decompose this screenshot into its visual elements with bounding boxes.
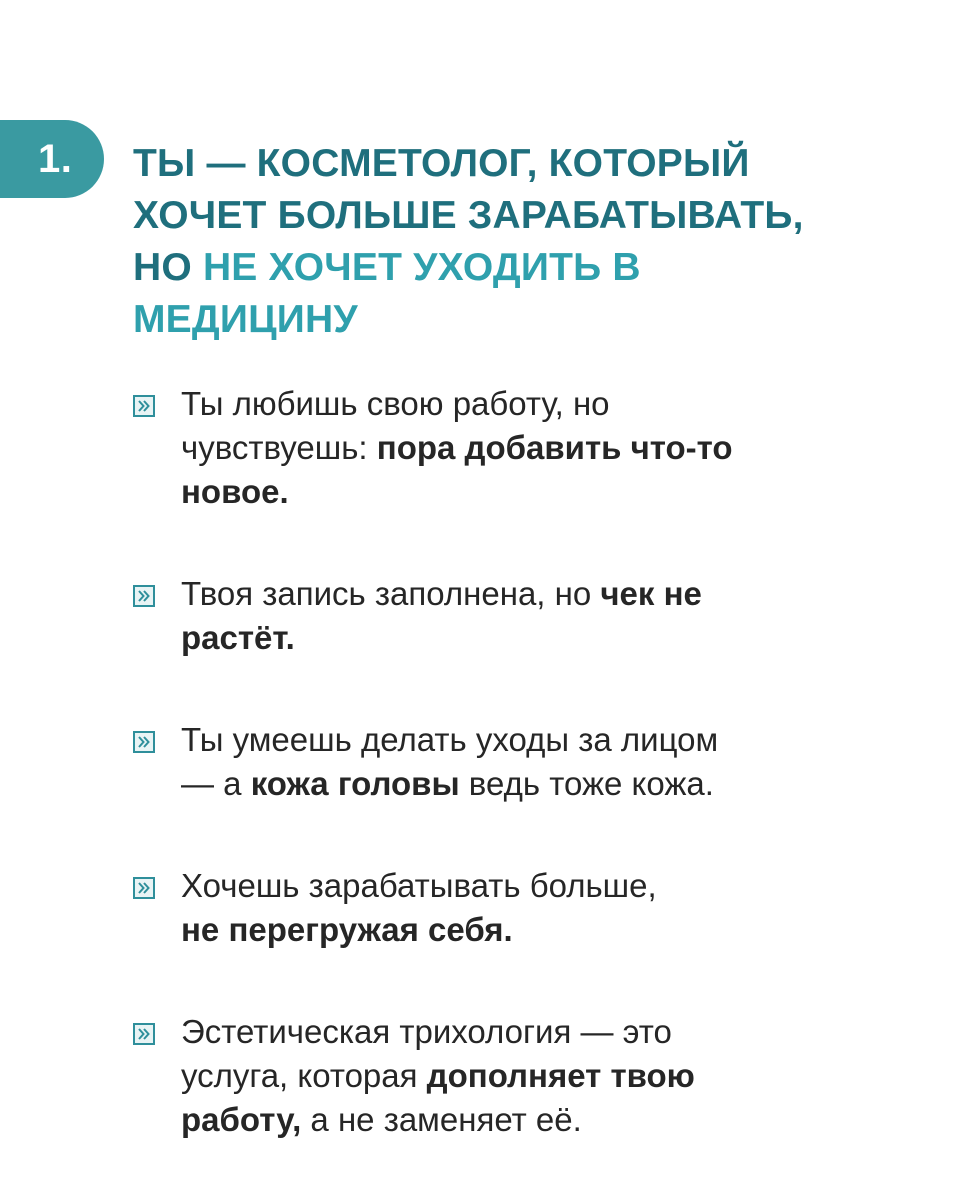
bullet-3-text-2: — а	[181, 765, 251, 802]
bullet-1-bold-2: новое.	[181, 473, 289, 510]
bullet-5-text-3: а не заменяет её.	[301, 1101, 582, 1138]
bullet-1-bold-1: пора добавить что-то	[376, 429, 733, 466]
heading-line-1: ТЫ — КОСМЕТОЛОГ, КОТОРЫЙ	[133, 142, 750, 185]
bullet-1-text-2: чувствуешь:	[181, 429, 377, 466]
double-chevron-right-icon	[133, 585, 155, 607]
bullet-3-text-3: ведь тоже кожа.	[459, 765, 714, 802]
heading-line-3-dark: НО	[133, 246, 203, 289]
bullet-1-text-1: Ты любишь свою работу, но	[181, 385, 610, 422]
double-chevron-right-icon	[133, 877, 155, 899]
bullet-list	[133, 382, 913, 1142]
section-number-badge	[0, 120, 104, 198]
section-heading	[133, 138, 933, 346]
heading-line-4: МЕДИЦИНУ	[133, 298, 358, 341]
bullet-5-text-1: Эстетическая трихология — это	[181, 1013, 672, 1050]
bullet-4-bold-1: не перегружая себя.	[181, 911, 513, 948]
heading-line-3-accent: НЕ ХОЧЕТ УХОДИТЬ В	[202, 246, 641, 289]
double-chevron-right-icon	[133, 1023, 155, 1045]
bullet-item-5	[133, 1010, 913, 1142]
bullet-item-1	[133, 382, 913, 514]
bullet-2-text-1: Твоя запись заполнена, но	[181, 575, 601, 612]
bullet-5-bold-1: дополняет твою	[426, 1057, 695, 1094]
heading-line-2: ХОЧЕТ БОЛЬШЕ ЗАРАБАТЫВАТЬ,	[133, 194, 804, 237]
bullet-4-text-1: Хочешь зарабатывать больше,	[181, 867, 657, 904]
bullet-3-text-1: Ты умеешь делать уходы за лицом	[181, 721, 719, 758]
bullet-item-3	[133, 718, 913, 806]
heading-line-3	[133, 242, 933, 294]
section-number: 1.	[38, 136, 73, 181]
bullet-2-bold-1: чек не	[600, 575, 702, 612]
bullet-5-bold-2: работу,	[181, 1101, 302, 1138]
bullet-item-4	[133, 864, 913, 952]
double-chevron-right-icon	[133, 731, 155, 753]
bullet-item-2	[133, 572, 913, 660]
bullet-5-text-2: услуга, которая	[181, 1057, 427, 1094]
bullet-3-bold-1: кожа головы	[250, 765, 460, 802]
double-chevron-right-icon	[133, 395, 155, 417]
bullet-2-bold-2: растёт.	[181, 619, 295, 656]
